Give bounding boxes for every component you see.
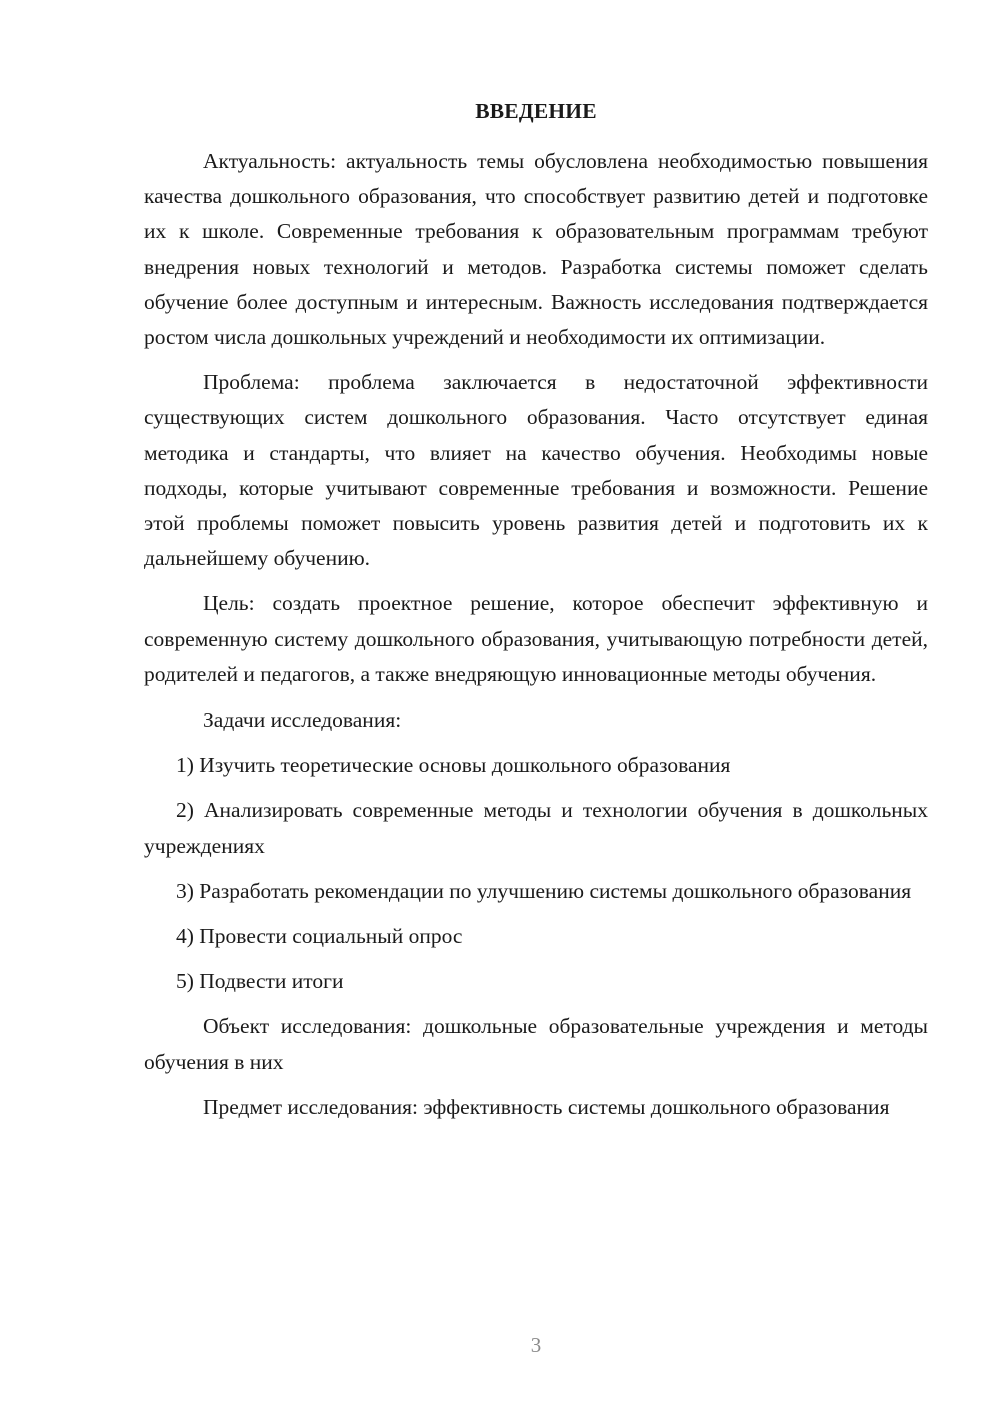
page-content xyxy=(144,94,928,1125)
paragraph-subject: Предмет исследования: эффективность системы дошкольного образования xyxy=(203,1094,890,1119)
task-item-5: 5) Подвести итоги xyxy=(176,969,344,994)
task-item-3: 3) Разработать рекомендации по улучшению системы дошкольного образования xyxy=(176,878,912,903)
paragraph-problem: Проблема: проблема заключается в недостаточной эффективности существующих систем дошкольного образования. Часто отсутствует единая методика и стандарты, что влияет на качество обучения. Необходимы новые подходы, которые учитывают современные требования и возможности. Решение этой проблемы поможет повысить уровень развития детей и подготовить их к дальнейшему обучению. xyxy=(144,370,928,571)
task-item-4: 4) Провести социальный опрос xyxy=(176,924,463,949)
task-item-1: 1) Изучить теоретические основы дошкольного образования xyxy=(176,753,731,778)
page-title: ВВЕДЕНИЕ xyxy=(475,99,597,123)
page-number: 3 xyxy=(530,1333,542,1357)
paragraph-goal: Цель: создать проектное решение, которое обеспечит эффективную и современную систему дошкольного образования, учитывающую потребности детей, родителей и педагогов, а также внедряющую инновационные методы обучения. xyxy=(144,591,928,686)
paragraph-relevance: Актуальность: актуальность темы обусловлена необходимостью повышения качества дошкольного образования, что способствует развитию детей и подготовке их к школе. Современные требования к образовательным программам требуют внедрения новых технологий и методов. Разработка системы поможет сделать обучение более доступным и интересным. Важность исследования подтверждается ростом числа дошкольных учреждений и необходимости их оптимизации. xyxy=(144,149,928,350)
tasks-heading: Задачи исследования: xyxy=(203,708,402,733)
task-item-2: 2) Анализировать современные методы и технологии обучения в дошкольных учреждениях xyxy=(144,798,928,858)
paragraph-object: Объект исследования: дошкольные образовательные учреждения и методы обучения в них xyxy=(144,1014,928,1074)
